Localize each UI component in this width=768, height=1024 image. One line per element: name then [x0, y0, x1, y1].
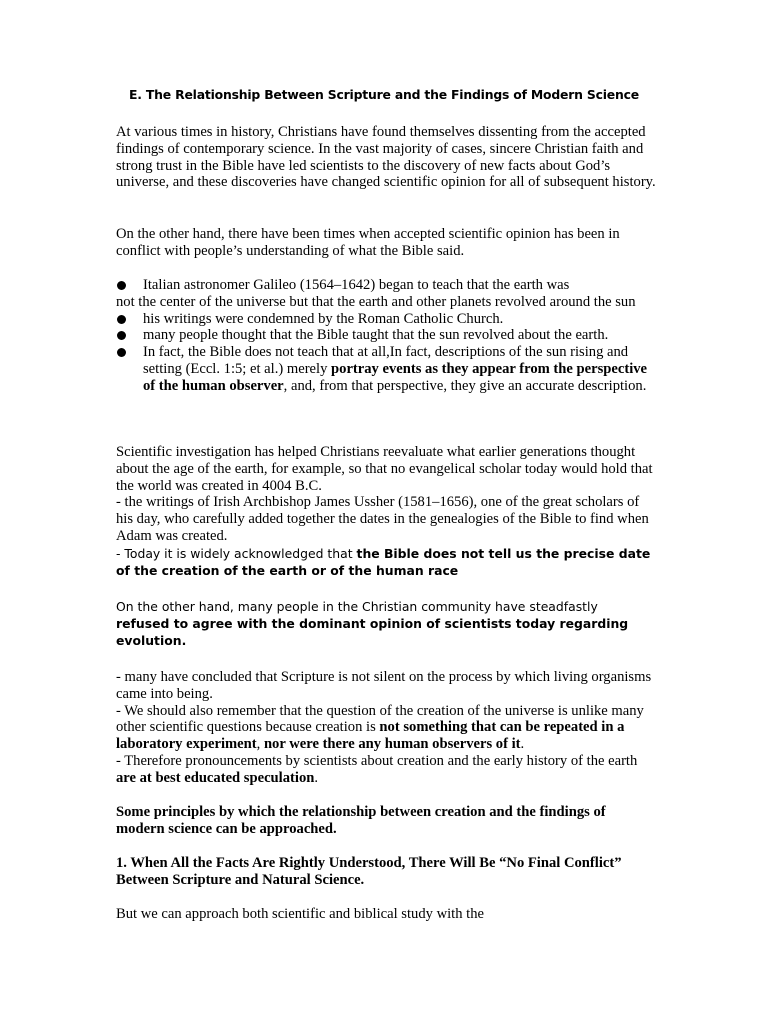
bullet-text: his writings were condemned by the Roman Catholic Church. — [143, 310, 504, 327]
bullet-text: many people thought that the Bible taught that the sun revolved about the earth. — [143, 327, 609, 344]
evolution-intro: On the other hand, many people in the Christian community have steadfastly — [116, 599, 598, 614]
bullet-text: In fact, the Bible does not teach that at all,In fact, descriptions of the sun rising and setting (Eccl. 1:5; et al.) merely portray events as they appear from the perspective of the human observer, and, from that perspective, they give an accurate description. — [143, 344, 648, 394]
paragraph-age-of-earth — [116, 444, 656, 579]
paragraph-approach: But we can approach both scientific and biblical study with the — [116, 906, 484, 922]
paragraph-conflict: On the other hand, there have been times when accepted scientific opinion has been in conflict with people’s understanding of what the Bible said. — [116, 226, 620, 259]
galileo-bullet-list — [116, 277, 656, 395]
bullet-item — [116, 311, 656, 328]
bullet-continuation: not the center of the universe but that the earth and other planets revolved around the sun — [116, 293, 636, 310]
bullet-item — [116, 344, 656, 394]
evolution-bold: refused to agree with the dominant opinion of scientists today regarding evolution. — [116, 616, 629, 648]
educated-speculation: - Therefore pronouncements by scientists about creation and the early history of the earth are at best educated speculation. — [116, 752, 638, 786]
ussher-note: - the writings of Irish Archbishop James Ussher (1581–1656), one of the great scholars of his day, who carefully added together the dates in the genealogies of the Bible to find when Adam was created. — [116, 494, 649, 544]
bullet-dot-icon — [117, 315, 126, 324]
scripture-not-silent: - many have concluded that Scripture is not silent on the process by which living organisms came into being. — [116, 669, 652, 702]
bullet-dot-icon — [117, 348, 126, 357]
paragraph-dissenting: At various times in history, Christians have found themselves dissenting from the accepted findings of contemporary science. In the vast majority of cases, sincere Christian faith and strong trust in the Bible have led scientists to the discovery of new facts about God’s universe, and these discoveries have changed scientific opinion for all of subsequent history. — [116, 124, 656, 191]
paragraph-evolution — [116, 598, 656, 649]
section-title: E. The Relationship Between Scripture and the Findings of Modern Science — [129, 87, 639, 102]
age-of-earth-text: Scientific investigation has helped Christians reevaluate what earlier generations thought about the age of the earth, for example, so that no evangelical scholar today would hold that the world was created in 4004 B.C. — [116, 444, 653, 494]
bullet-dot-icon — [117, 281, 126, 290]
paragraph-creation-process — [116, 669, 656, 787]
principles-heading: Some principles by which the relationship between creation and the findings of modern science can be approached. — [116, 804, 606, 837]
bullet-item — [116, 327, 656, 344]
principle-1-heading: 1. When All the Facts Are Rightly Understood, There Will Be “No Final Conflict” Between Scripture and Natural Science. — [116, 855, 622, 888]
creation-unlike-science: - We should also remember that the question of the creation of the universe is unlike many other scientific questions because creation is not something that can be repeated in a laboratory experiment, nor were there any human observers of it. — [116, 702, 644, 753]
precise-date-note: - Today it is widely acknowledged that the Bible does not tell us the precise date of the creation of the earth or of the human race — [116, 545, 651, 578]
bullet-dot-icon — [117, 331, 126, 340]
bullet-text: Italian astronomer Galileo (1564–1642) began to teach that the earth was — [143, 277, 570, 293]
bullet-item — [116, 277, 656, 294]
